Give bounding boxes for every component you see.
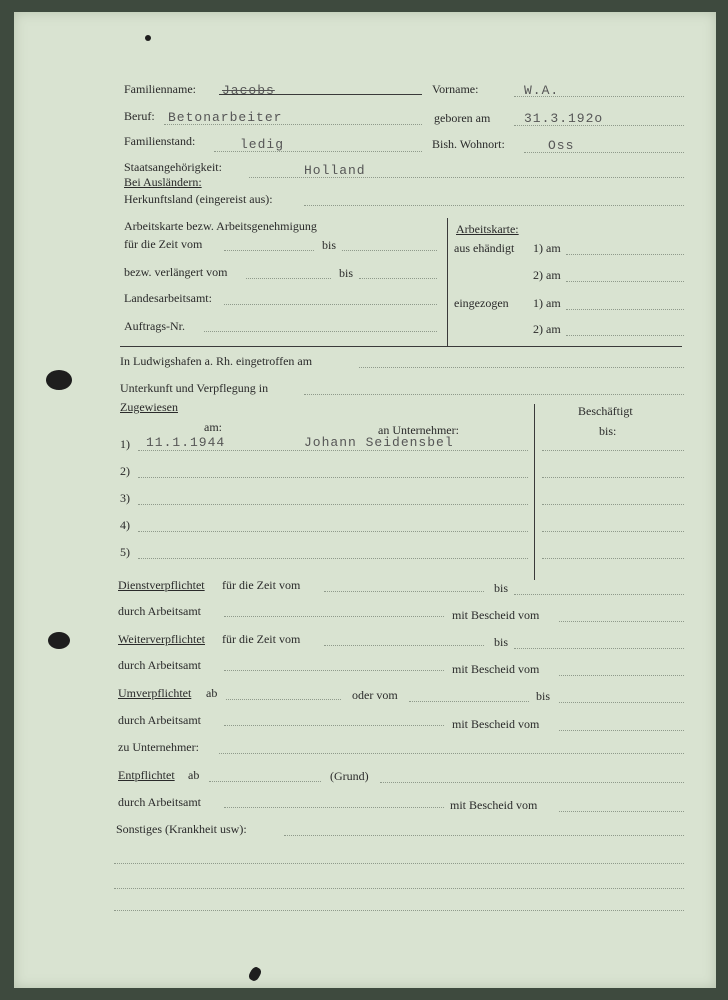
ausgehaendigt-am1: 1) am — [533, 241, 561, 255]
weiter-bis-line — [514, 648, 684, 649]
registration-card — [14, 12, 716, 988]
arbeitskarte-right-title: Arbeitskarte: — [456, 222, 519, 236]
herkunft-line — [304, 205, 684, 206]
weiter-bis-label: bis — [494, 635, 509, 649]
eingezogen-am1: 1) am — [533, 296, 561, 310]
verlaengert-line — [246, 278, 331, 279]
dienst-arbeitsamt-line — [224, 616, 444, 617]
ausgehaendigt-am2: 2) am — [533, 268, 561, 282]
sonstiges-line-1 — [284, 835, 684, 836]
assignment-row-line — [138, 450, 528, 451]
dienst-arbeitsamt-label: durch Arbeitsamt — [118, 604, 201, 618]
sonstiges-line-4 — [114, 910, 684, 911]
dienst-bescheid-line — [559, 621, 684, 622]
am-header: am: — [204, 420, 222, 434]
assignment-divider — [534, 404, 535, 580]
zeit-vom-line — [224, 250, 314, 251]
umver-bescheid-line — [559, 730, 684, 731]
ink-speck — [145, 35, 151, 41]
zu-unternehmer-line — [219, 753, 684, 754]
entpflichtet-ab-line — [209, 781, 321, 782]
weiter-label: Weiterverpflichtet — [118, 632, 205, 646]
umver-ab-line — [226, 699, 341, 700]
unterkunft-label: Unterkunft und Verpflegung in — [120, 381, 269, 395]
landesarbeitsamt-label: Landesarbeitsamt: — [124, 291, 212, 305]
staat-line — [249, 177, 684, 178]
dienst-zeit-line — [324, 591, 484, 592]
umver-ab-label: ab — [206, 686, 218, 700]
familienstand-value: ledig — [240, 137, 285, 152]
dienst-bis-line — [514, 594, 684, 595]
eingetroffen-line — [359, 367, 684, 368]
landesarbeitsamt-line — [224, 304, 437, 305]
permit-divider — [447, 218, 448, 346]
vorname-line — [514, 96, 684, 97]
umver-label: Umverpflichtet — [118, 686, 192, 700]
ink-speck — [247, 965, 263, 982]
arbeitskarte-title-line: Arbeitskarte bezw. Arbeitsgenehmigung — [124, 219, 317, 233]
ink-blot — [48, 632, 70, 649]
entpflichtet-bescheid-label: mit Bescheid vom — [450, 798, 538, 812]
assignment-row-company: Johann Seidensbel — [304, 435, 454, 450]
umver-bis-line — [559, 702, 684, 703]
assignment-row-line — [138, 477, 528, 478]
weiter-arbeitsamt-label: durch Arbeitsamt — [118, 658, 201, 672]
entpflichtet-ab-label: ab — [188, 768, 200, 782]
auftrags-line — [204, 331, 437, 332]
entpflichtet-arbeitsamt-line — [224, 807, 444, 808]
weiter-zeit-label: für die Zeit vom — [222, 632, 301, 646]
staat-label: Staatsangehörigkeit: — [124, 160, 222, 174]
zeit-bis-line — [342, 250, 437, 251]
verlaengert-bis-label: bis — [339, 266, 354, 280]
beschaeftigt-row-line — [542, 504, 684, 505]
vorname-value: W.A. — [524, 83, 560, 98]
beruf-value: Betonarbeiter — [168, 110, 283, 125]
ausgehaendigt-label: aus ehändigt — [454, 241, 515, 255]
zugewiesen-label: Zugewiesen — [120, 400, 178, 414]
familienstand-label: Familienstand: — [124, 134, 196, 148]
assignment-row-date: 11.1.1944 — [146, 435, 226, 450]
entpflichtet-label: Entpflichtet — [118, 768, 175, 782]
dienst-bis-label: bis — [494, 581, 509, 595]
eingetroffen-label: In Ludwigshafen a. Rh. eingetroffen am — [120, 354, 313, 368]
vorname-label: Vorname: — [432, 82, 479, 96]
wohnort-value: Oss — [548, 138, 575, 153]
umver-bescheid-label: mit Bescheid vom — [452, 717, 540, 731]
umver-bis-label: bis — [536, 689, 551, 703]
weiter-zeit-line — [324, 645, 484, 646]
sonstiges-line-3 — [114, 888, 684, 889]
umver-oder-line — [409, 701, 529, 702]
beruf-label: Beruf: — [124, 109, 155, 123]
familienname-line — [219, 94, 422, 95]
familienstand-line — [214, 151, 422, 152]
dienst-zeit-label: für die Zeit vom — [222, 578, 301, 592]
weiter-bescheid-label: mit Bescheid vom — [452, 662, 540, 676]
auslaender-label: Bei Ausländern: — [124, 175, 202, 189]
familienname-value: Jacobs — [222, 83, 275, 98]
sonstiges-line-2 — [114, 863, 684, 864]
section-rule — [120, 346, 682, 347]
zeit-bis-label: bis — [322, 238, 337, 252]
am2-line — [566, 281, 684, 282]
am1-line — [566, 254, 684, 255]
wohnort-label: Bish. Wohnort: — [432, 137, 505, 151]
geboren-line — [514, 125, 684, 126]
eingezogen-am2: 2) am — [533, 322, 561, 336]
umver-oder-label: oder vom — [352, 688, 398, 702]
am4-line — [566, 335, 684, 336]
assignment-row-number: 2) — [120, 464, 130, 478]
beschaeftigt-row-line — [542, 477, 684, 478]
ink-blot — [46, 370, 72, 390]
entpflichtet-bescheid-line — [559, 811, 684, 812]
beschaeftigt-header: Beschäftigt — [578, 404, 633, 418]
eingezogen-label: eingezogen — [454, 296, 509, 310]
assignment-row-number: 5) — [120, 545, 130, 559]
beruf-line — [164, 124, 422, 125]
beschaeftigt-row-line — [542, 558, 684, 559]
dienst-bescheid-label: mit Bescheid vom — [452, 608, 540, 622]
assignment-row-line — [138, 531, 528, 532]
unterkunft-line — [304, 394, 684, 395]
weiter-bescheid-line — [559, 675, 684, 676]
geboren-label: geboren am — [434, 111, 491, 125]
grund-label: (Grund) — [330, 769, 369, 783]
umver-arbeitsamt-line — [224, 725, 444, 726]
assignment-row-number: 1) — [120, 437, 130, 451]
verlaengert-label: bezw. verlängert vom — [124, 265, 228, 279]
assignment-row-line — [138, 558, 528, 559]
zeit-vom-label: für die Zeit vom — [124, 237, 203, 251]
familienname-label: Familienname: — [124, 82, 196, 96]
umver-arbeitsamt-label: durch Arbeitsamt — [118, 713, 201, 727]
unternehmer-header: an Unternehmer: — [378, 423, 459, 437]
dienst-label: Dienstverpflichtet — [118, 578, 205, 592]
verlaengert-bis-line — [359, 278, 437, 279]
assignment-row-number: 4) — [120, 518, 130, 532]
am3-line — [566, 309, 684, 310]
entpflichtet-arbeitsamt-label: durch Arbeitsamt — [118, 795, 201, 809]
zu-unternehmer-label: zu Unternehmer: — [118, 740, 199, 754]
beschaeftigt-bis-header: bis: — [599, 424, 617, 438]
assignment-row-line — [138, 504, 528, 505]
weiter-arbeitsamt-line — [224, 670, 444, 671]
wohnort-line — [524, 152, 684, 153]
herkunft-label: Herkunftsland (eingereist aus): — [124, 192, 273, 206]
staat-value: Holland — [304, 163, 366, 178]
assignment-row-number: 3) — [120, 491, 130, 505]
sonstiges-label: Sonstiges (Krankheit usw): — [116, 822, 247, 836]
geboren-value: 31.3.192o — [524, 111, 604, 126]
beschaeftigt-row-line — [542, 531, 684, 532]
auftrags-label: Auftrags-Nr. — [124, 319, 185, 333]
beschaeftigt-row-line — [542, 450, 684, 451]
grund-line — [380, 782, 684, 783]
